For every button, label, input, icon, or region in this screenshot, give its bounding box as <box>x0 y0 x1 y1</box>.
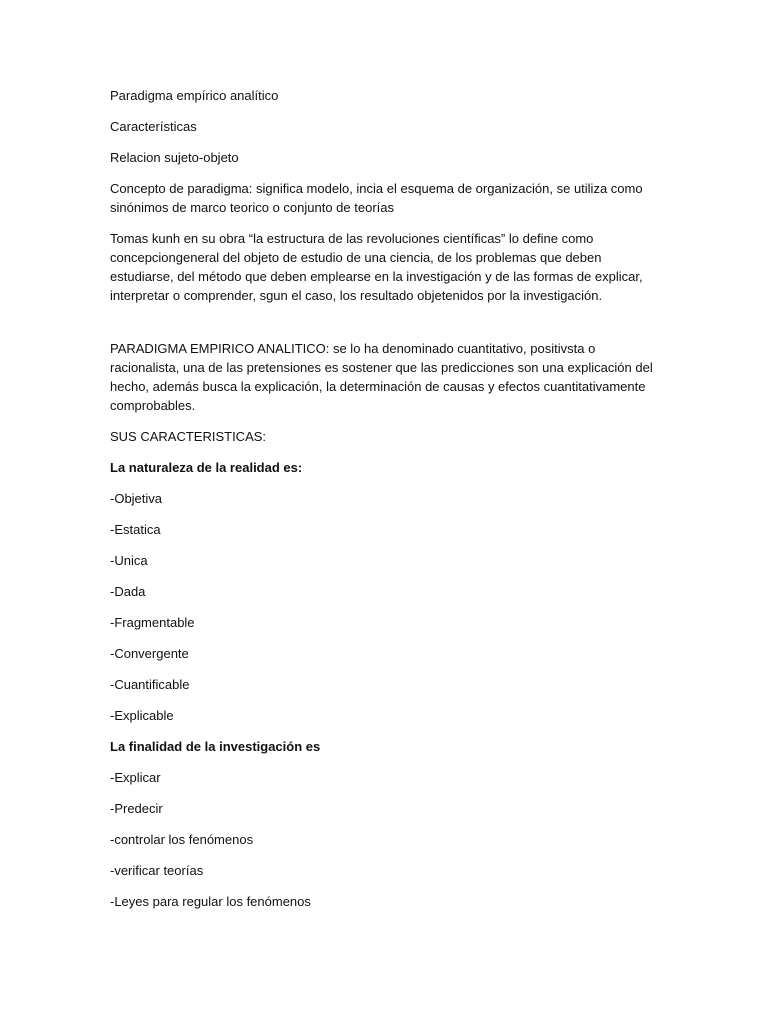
list-item: -Estatica <box>110 522 161 537</box>
sus-caracteristicas-label: SUS CARACTERISTICAS: <box>110 429 267 444</box>
document-body <box>110 86 665 923</box>
paragraph-concepto: Concepto de paradigma: significa modelo, incia el esquema de organización, se utiliza como sinónimos de marco teorico o conjunto de teorías <box>110 181 643 215</box>
subtitle-relacion: Relacion sujeto-objeto <box>110 150 239 165</box>
list-item: -verificar teorías <box>110 863 204 878</box>
list-item: -Explicable <box>110 708 174 723</box>
list-item: -Objetiva <box>110 491 163 506</box>
list-item: -Unica <box>110 553 148 568</box>
list-item: -Predecir <box>110 801 163 816</box>
list-item: -controlar los fenómenos <box>110 832 254 847</box>
list-item: -Explicar <box>110 770 161 785</box>
list-item: -Fragmentable <box>110 615 195 630</box>
heading-naturaleza-realidad: La naturaleza de la realidad es: <box>110 460 303 475</box>
paragraph-kunh: Tomas kunh en su obra “la estructura de las revoluciones científicas” lo define como concepciongeneral del objeto de estudio de una ciencia, de los problemas que deben estudiarse, del método que deben emplearse en la investigación y de las formas de explicar, interpretar o comprender, sgun el caso, los resultado objetenidos por la investigación. <box>110 231 643 303</box>
heading-finalidad-investigacion: La finalidad de la investigación es <box>110 739 321 754</box>
list-item: -Convergente <box>110 646 189 661</box>
list-item: -Cuantificable <box>110 677 190 692</box>
blank-line <box>110 317 665 339</box>
document-title: Paradigma empírico analítico <box>110 88 279 103</box>
list-item: -Leyes para regular los fenómenos <box>110 894 311 909</box>
paragraph-empirico-analitico: PARADIGMA EMPIRICO ANALITICO: se lo ha denominado cuantitativo, positivsta o racionalista, una de las pretensiones es sostener que las predicciones son una explicación del hecho, además busca la explicación, la determinación de causas y efectos cuantitativamente comprobables. <box>110 341 653 413</box>
list-item: -Dada <box>110 584 146 599</box>
subtitle-caracteristicas: Características <box>110 119 197 134</box>
